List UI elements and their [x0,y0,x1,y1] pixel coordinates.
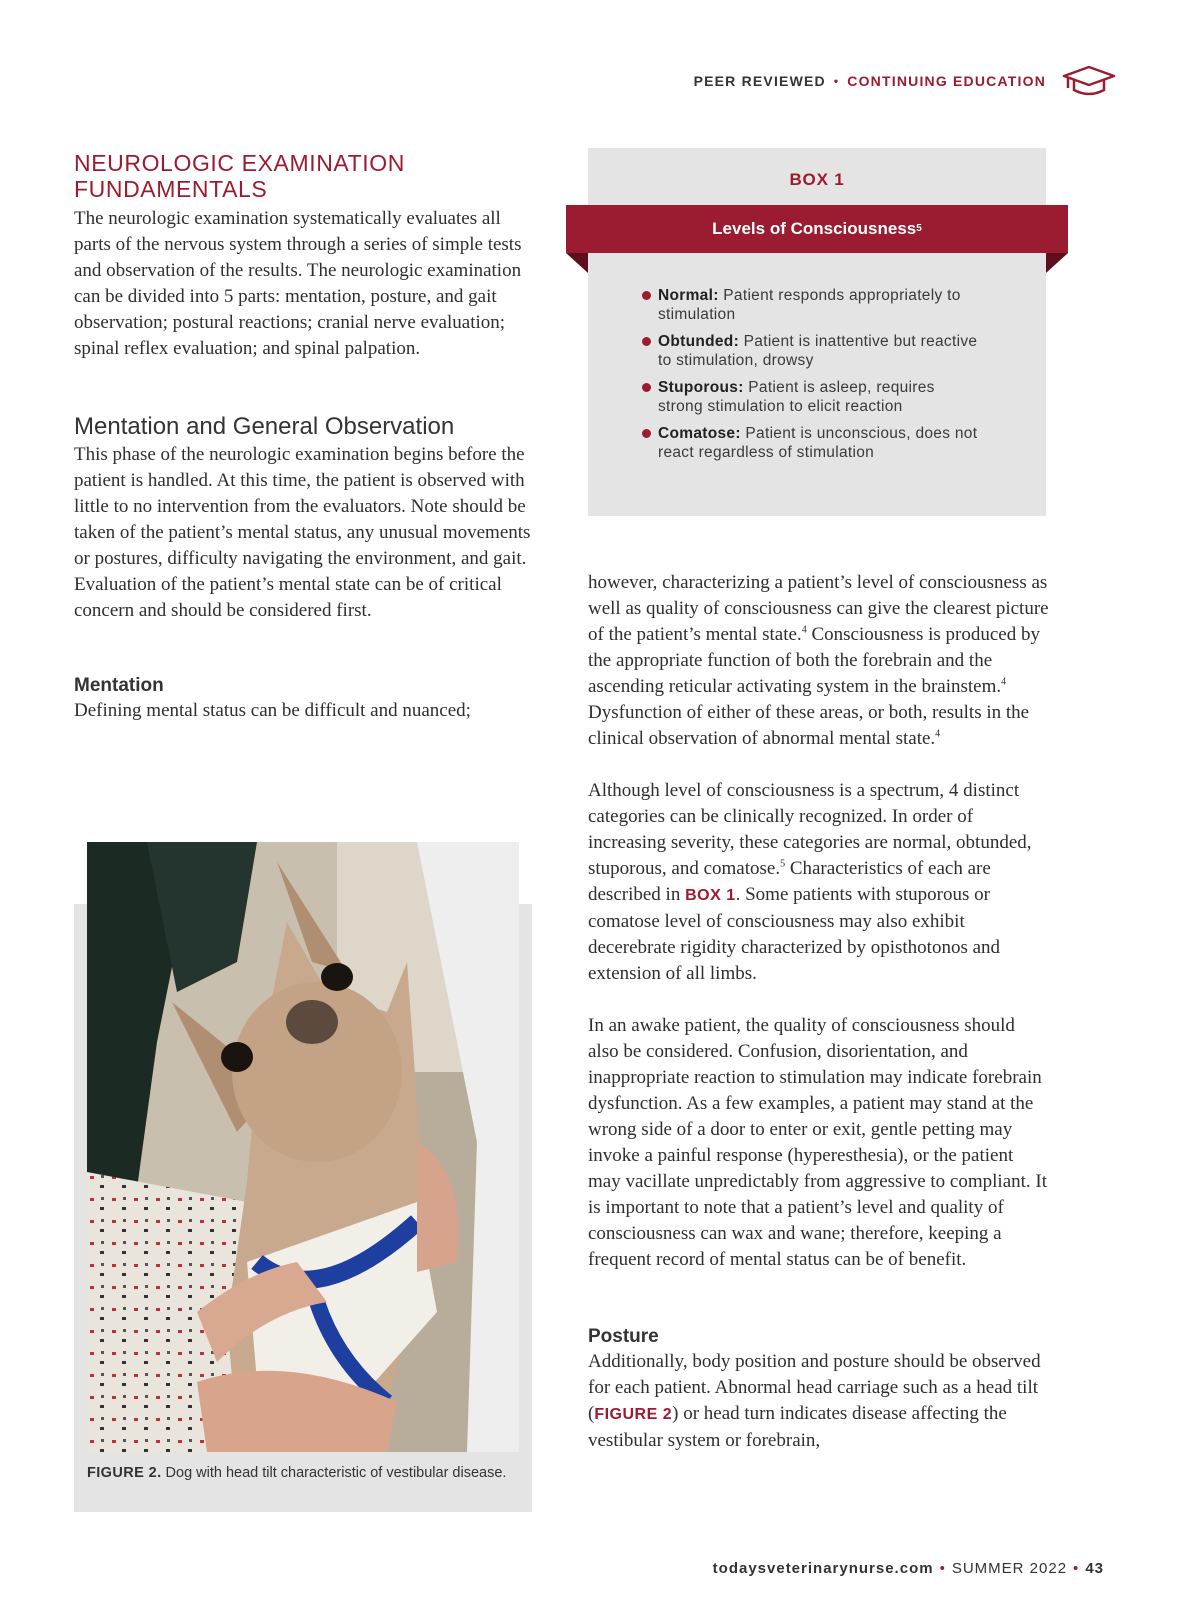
term-normal: Normal: [658,287,719,304]
header-peer-reviewed: PEER REVIEWED [693,73,826,89]
ribbon-fold-left [566,253,588,273]
text-span: Consciousness is produced by the appropriate function of both the forebrain and the ascending reticular activating system in the brainstem. [588,624,1040,697]
dog-photo [87,842,519,1452]
box-1-link[interactable]: BOX 1 [685,887,736,904]
desc-comatose: Patient is unconscious, does not react regardless of stimulation [658,425,978,461]
box-1 [588,148,1046,516]
text-span: Although level of consciousness is a spectrum, 4 distinct categories can be clinically recognized. In order of increasing severity, these categories are normal, obtunded, stuporous, and comatose. [588,780,1032,879]
paragraph-categories [588,778,1050,987]
text-span: Characteristics of each are described in [588,858,991,905]
text-span: ) or head turn indicates disease affecting the vestibular system or forebrain, [588,1403,1007,1451]
running-header [694,64,1116,98]
box-label: BOX 1 [789,170,845,189]
consciousness-list [644,286,984,470]
ref-sup: 5 [780,858,786,870]
section-title: NEUROLOGIC EXAMINATION FUNDAMENTALS [74,150,405,202]
header-bullet: • [833,74,840,88]
header-continuing-education: CONTINUING EDUCATION [847,73,1046,89]
observation-paragraph: This phase of the neurologic examination begins before the patient is handled. At this time, the patient is observed with little to no intervention from the evaluators. Note should be taken of the patient’s mental status, any unusual movements or postures, difficulty navigating the environment, and gait. Evaluation of the patient’s mental state can be of critical concern and should be considered first. [74,444,531,621]
list-item [644,286,984,324]
mentation-heading: Mentation [74,675,164,696]
text-span: . Some patients with stuporous or comatose level of consciousness may also exhibit decerebrate rigidity characterized by opisthotonos and extension of all limbs. [588,884,1001,984]
paragraph-consciousness [588,570,1050,752]
figure-caption [87,1464,507,1482]
footer-sep: • [1073,1560,1080,1577]
box-title: Levels of Consciousness [712,219,917,238]
subhead-mentation-observation: Mentation and General Observation [74,413,455,440]
list-item [644,378,984,416]
text-span: however, characterizing a patient’s level of consciousness as well as quality of consciousness can give the clearest picture of the patient’s mental state. [588,572,1049,645]
dog-illustration [87,842,519,1452]
ref-sup: 4 [801,624,807,636]
footer-sep: • [939,1560,946,1577]
text-span: Dysfunction of either of these areas, or both, results in the clinical observation of abnormal mental state. [588,702,1030,749]
figure-caption-text: Dog with head tilt characteristic of vestibular disease. [161,1465,507,1481]
desc-normal: Patient responds appropriately to stimulation [658,287,961,323]
footer-issue: SUMMER 2022 [951,1560,1068,1577]
desc-obtunded: Patient is inattentive but reactive to stimulation, drowsy [658,333,978,369]
figure-label: FIGURE 2. [87,1465,162,1481]
paragraph-quality: In an awake patient, the quality of consciousness should also be considered. Confusion, disorientation, and inappropriate reaction to stimulation may indicate forebrain dysfunction. As a few examples, a patient may stand at the wrong side of a door to enter or exit, gentle petting may invoke a painful response (hyperesthesia), or the patient may vacillate unpredictably from aggressive to compliant. It is important to note that a patient’s level and quality of consciousness can wax and wane; therefore, keeping a frequent record of mental status can be of benefit. [588,1015,1048,1270]
left-column [74,150,534,724]
footer-site: todaysveterinarynurse.com [712,1560,934,1577]
right-column [588,570,1050,1454]
list-item [644,424,984,462]
ribbon-fold-right [1046,253,1068,273]
list-item [644,332,984,370]
box-title-ribbon: Levels of Consciousness 5 [566,205,1068,253]
text-span: Additionally, body position and posture should be observed for each patient. Abnormal head carriage such as a head tilt ( [588,1351,1041,1424]
term-obtunded: Obtunded: [658,333,740,350]
intro-paragraph: The neurologic examination systematically evaluates all parts of the nervous system through a series of simple tests and observation of the results. The neurologic examination can be divided into 5 parts: mentation, posture, and gait observation; postural reactions; cranial nerve evaluation; spinal reflex evaluation; and spinal palpation. [74,208,522,359]
mentation-paragraph: Defining mental status can be difficult and nuanced; [74,700,471,721]
term-stuporous: Stuporous: [658,379,744,396]
paragraph-posture [588,1349,1050,1454]
term-comatose: Comatose: [658,425,741,442]
figure-2-link[interactable]: FIGURE 2 [594,1406,673,1423]
posture-heading: Posture [588,1326,659,1347]
graduation-cap-icon [1062,64,1116,98]
desc-stuporous: Patient is asleep, requires strong stimulation to elicit reaction [658,379,935,415]
page-number: 43 [1085,1560,1104,1577]
ref-sup: 4 [1001,676,1007,688]
ref-sup: 4 [935,728,941,740]
page-footer [713,1560,1104,1577]
